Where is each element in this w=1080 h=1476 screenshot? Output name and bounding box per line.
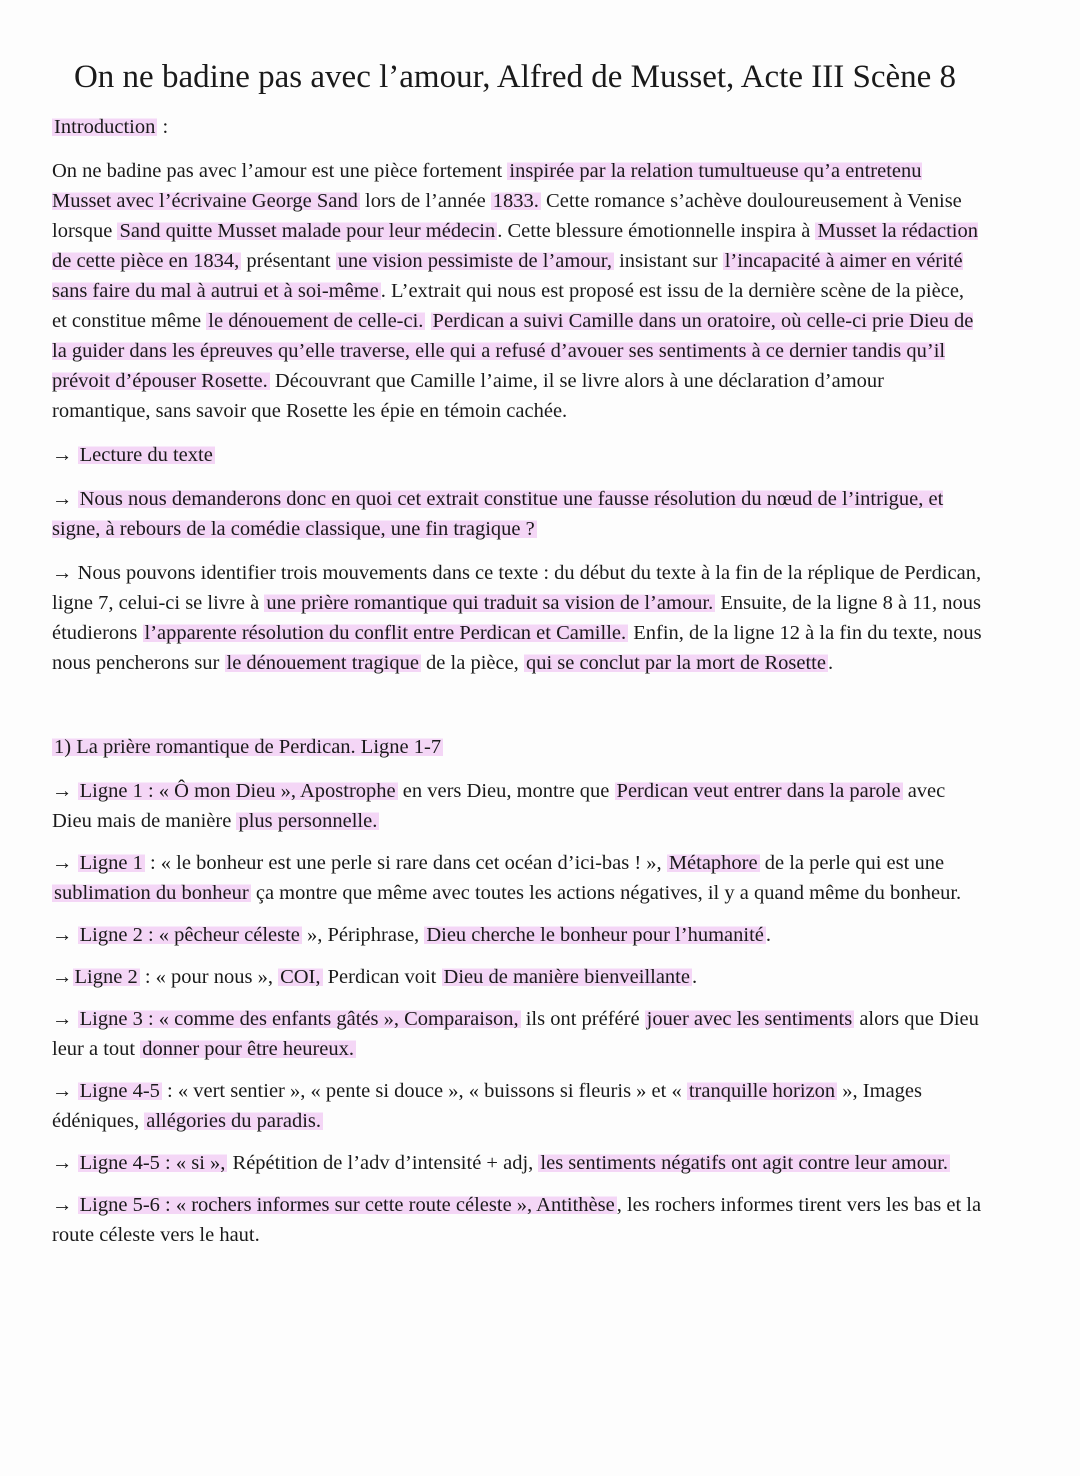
text-run: de la perle qui est une — [759, 852, 945, 874]
text-run: de la pièce, — [420, 652, 524, 674]
intro-heading-line — [52, 112, 982, 142]
highlighted-text: Perdican a suivi Camille dans un oratoire, où celle-ci prie Dieu de la guider dans les épreuves qu’elle traverse, elle qui a refusé d’avouer ses sentiments à ce dernier tandis qu’il prévoit d’épouser Rosette. — [52, 310, 974, 392]
analysis-item — [52, 776, 982, 836]
analysis-list — [52, 776, 982, 1250]
highlighted-text: Ligne 5-6 : « rochers informes sur cette route céleste », Antithèse — [79, 1194, 615, 1216]
text-run: → — [52, 1080, 78, 1102]
analysis-item — [52, 1190, 982, 1250]
highlighted-text: Ligne 2 — [74, 966, 138, 988]
text-run: . Cette blessure émotionnelle inspira à — [497, 220, 816, 242]
text-run: alors que Dieu leur a tout — [52, 1008, 979, 1060]
text-run: . — [691, 966, 698, 988]
highlighted-text: Dieu cherche le bonheur pour l’humanité — [426, 924, 764, 946]
text-run: Enfin, de la ligne 12 à la fin du texte, nous nous pencherons sur — [52, 622, 982, 674]
intro-heading-colon: : — [157, 116, 169, 138]
plan-paragraph — [52, 558, 982, 678]
highlighted-text: l’apparente résolution du conflit entre Perdican et Camille. — [144, 622, 627, 644]
text-run: en vers Dieu, montre que — [397, 780, 615, 802]
page-title: On ne badine pas avec l’amour, Alfred de Musset, Acte III Scène 8 — [73, 59, 957, 95]
text-run: », Périphrase, — [301, 924, 425, 946]
lecture-line — [52, 440, 982, 470]
highlighted-text: sublimation du bonheur — [54, 882, 249, 904]
highlighted-text: une prière romantique qui traduit sa vision de l’amour. — [266, 592, 714, 614]
highlighted-text: qui se conclut par la mort de Rosette — [525, 652, 826, 674]
text-run: : « vert sentier », « pente si douce », « buissons si fleuris » et « — [161, 1080, 687, 1102]
highlighted-text: le dénouement tragique — [226, 652, 419, 674]
highlighted-text: Ligne 3 : « comme des enfants gâtés », Comparaison, — [79, 1008, 519, 1030]
highlighted-text: Lecture du texte — [79, 444, 213, 466]
text-run: → — [52, 966, 73, 988]
highlighted-text: Sand quitte Musset malade pour leur médecin — [119, 220, 496, 242]
highlighted-text: l’incapacité à aimer en vérité sans faire du mal à autrui et à soi-même — [52, 250, 963, 302]
highlighted-text: Dieu de manière bienveillante — [443, 966, 690, 988]
text-run: → — [52, 924, 78, 946]
text-run: Répétition de l’adv d’intensité + adj, — [227, 1152, 539, 1174]
text-run: Perdican voit — [322, 966, 442, 988]
analysis-item — [52, 920, 982, 950]
text-run: avec Dieu mais de manière — [52, 780, 946, 832]
part1-heading: 1) La prière romantique de Perdican. Ligne 1-7 — [54, 736, 442, 758]
text-run: », Images édéniques, — [52, 1080, 922, 1132]
highlighted-text: allégories du paradis. — [146, 1110, 321, 1132]
analysis-item — [52, 1004, 982, 1064]
text-run: , les rochers informes tirent vers les bas et la route céleste vers le haut. — [52, 1194, 982, 1246]
highlighted-text: les sentiments négatifs ont agit contre leur amour. — [540, 1152, 949, 1174]
text-run: . L’extrait qui nous est proposé est issu de la dernière scène de la pièce, et constitue même — [52, 280, 965, 332]
text-run: → — [52, 488, 78, 510]
highlighted-text: le dénouement de celle-ci. — [208, 310, 424, 332]
analysis-item — [52, 848, 982, 908]
highlighted-text: une vision pessimiste de l’amour, — [337, 250, 612, 272]
text-run: → — [52, 444, 78, 466]
highlighted-text: Ligne 1 — [79, 852, 143, 874]
highlighted-text: Ligne 1 : « Ô mon Dieu », Apostrophe — [79, 780, 396, 802]
text-run: → — [52, 1152, 78, 1174]
analysis-item — [52, 962, 982, 992]
text-run: . — [827, 652, 834, 674]
text-run: insistant sur — [613, 250, 723, 272]
highlighted-text: tranquille horizon — [688, 1080, 836, 1102]
text-run: ça montre que même avec toutes les actions négatives, il y a quand même du bonheur. — [250, 882, 962, 904]
highlighted-text: jouer avec les sentiments — [646, 1008, 853, 1030]
text-run: . — [765, 924, 771, 946]
highlighted-text: Perdican veut entrer dans la parole — [616, 780, 901, 802]
text-run: → — [52, 1008, 78, 1030]
document-body — [52, 112, 982, 1262]
text-run: Cette romance s’achève douloureusement à Venise lorsque — [52, 190, 962, 242]
highlighted-text: inspirée par la relation tumultueuse qu’a entretenu Musset avec l’écrivaine George Sand — [52, 160, 922, 212]
text-run: On ne badine pas avec l’amour est une pièce fortement — [52, 160, 508, 182]
highlighted-text: Ligne 4-5 : « si », — [79, 1152, 226, 1174]
highlighted-text: Métaphore — [668, 852, 758, 874]
text-run: → Nous pouvons identifier trois mouvements dans ce texte : du début du texte à la fin de la réplique de Perdican, ligne 7, celui-ci se livre à — [52, 562, 982, 614]
text-run: Découvrant que Camille l’aime, il se livre alors à une déclaration d’amour romantique, sans savoir que Rosette les épie en témoin cachée. — [52, 370, 884, 422]
highlighted-text: Ligne 2 : « pêcheur céleste — [79, 924, 300, 946]
highlighted-text: COI, — [280, 966, 321, 988]
text-run: : « pour nous », — [139, 966, 279, 988]
text-run: : « le bonheur est une perle si rare dans cet océan d’ici-bas ! », — [144, 852, 667, 874]
text-run — [425, 310, 430, 332]
analysis-item — [52, 1148, 982, 1178]
intro-heading: Introduction — [54, 116, 156, 138]
section-spacer — [52, 692, 982, 732]
analysis-item — [52, 1076, 982, 1136]
highlighted-text: donner pour être heureux. — [142, 1038, 354, 1060]
text-run: → — [52, 1194, 78, 1216]
text-run: → — [52, 780, 78, 802]
text-run: Ensuite, de la ligne 8 à 11, nous étudierons — [52, 592, 981, 644]
text-run: lors de l’année — [359, 190, 491, 212]
text-run: ils ont préféré — [520, 1008, 645, 1030]
highlighted-text: 1833. — [492, 190, 539, 212]
intro-paragraph — [52, 156, 982, 426]
highlighted-text: Musset la rédaction de cette pièce en 1834, — [52, 220, 979, 272]
part1-heading-line — [52, 732, 982, 762]
highlighted-text: Nous nous demanderons donc en quoi cet extrait constitue une fausse résolution du nœud de l’intrigue, et signe, à rebours de la comédie classique, une fin tragique ? — [52, 488, 944, 540]
highlighted-text: plus personnelle. — [238, 810, 378, 832]
highlighted-text: Ligne 4-5 — [79, 1080, 160, 1102]
text-run: → — [52, 852, 78, 874]
problematique-paragraph — [52, 484, 982, 544]
text-run: présentant — [241, 250, 336, 272]
